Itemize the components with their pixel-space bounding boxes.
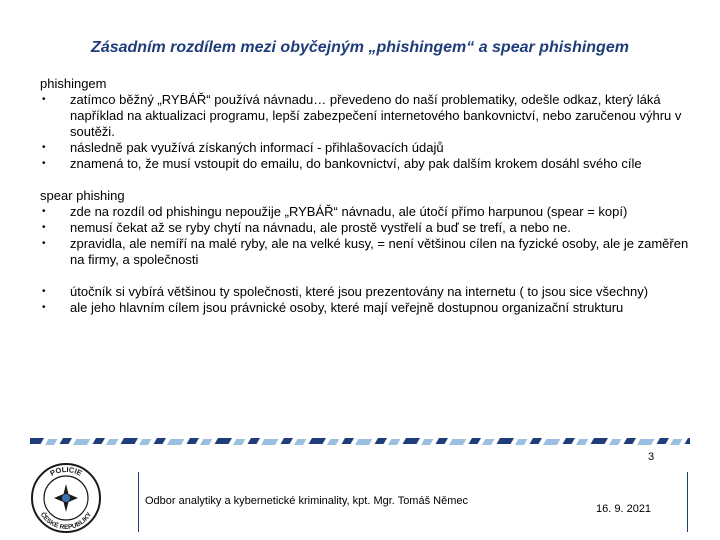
slide-content xyxy=(40,76,690,316)
footer-organization: Odbor analytiky a kybernetické kriminality, kpt. Mgr. Tomáš Němec xyxy=(145,495,468,507)
police-logo xyxy=(30,462,102,534)
phishing-bullet-list xyxy=(40,92,690,172)
spear-bullet-list-2 xyxy=(40,284,690,316)
logo-text-bottom: ČESKÉ REPUBLIKY xyxy=(38,511,94,532)
bullet-item: • útočník si vybírá většinou ty společnosti, které jsou prezentovány na internetu ( to jsou sice všechny) xyxy=(40,284,690,300)
bullet-item: • nemusí čekat až se ryby chytí na návnadu, ale prostě vystřelí a buď se trefí, a nebo ne. xyxy=(40,220,690,236)
footer-date: 16. 9. 2021 xyxy=(596,503,652,515)
logo-text-top: POLICIE xyxy=(48,464,84,478)
slide-title: Zásadním rozdílem mezi obyčejným „phishingem“ a spear phishingem xyxy=(91,39,629,56)
bullet-item: • ale jeho hlavním cílem jsou právnické osoby, které mají veřejně dostupnou organizační strukturu xyxy=(40,300,690,316)
bullet-item: • zatímco běžný „RYBÁŘ“ používá návnadu… převedeno do naší problematiky, odešle odkaz, který láká například na aktualizaci programu, lepší zabezpečení internetového bankovnictví, nebo zaručenou výhru v soutěži. xyxy=(40,92,690,140)
bullet-item: • znamená to, že musí vstoupit do emailu, do bankovnictví, aby pak dalším krokem dosáhl svého cíle xyxy=(40,156,690,172)
spear-bullet-list xyxy=(40,204,690,268)
section-title-phishing: phishingem xyxy=(40,76,107,91)
page-number: 3 xyxy=(648,451,655,463)
bullet-item: • zde na rozdíl od phishingu nepoužije „RYBÁŘ“ návnadu, ale útočí přímo harpunou (spear = kopí) xyxy=(40,204,690,220)
section-title-spear: spear phishing xyxy=(40,188,125,203)
bullet-item: • následně pak využívá získaných informací - přihlašovacích údajů xyxy=(40,140,690,156)
decorative-stripe xyxy=(30,438,690,446)
svg-text:ČESKÉ REPUBLIKY xyxy=(39,510,94,531)
bullet-item: • zpravidla, ale nemíří na malé ryby, ale na velké kusy, = není většinou cílen na fyzické osoby, ale je zaměřen na firmy, a společnosti xyxy=(40,236,690,268)
